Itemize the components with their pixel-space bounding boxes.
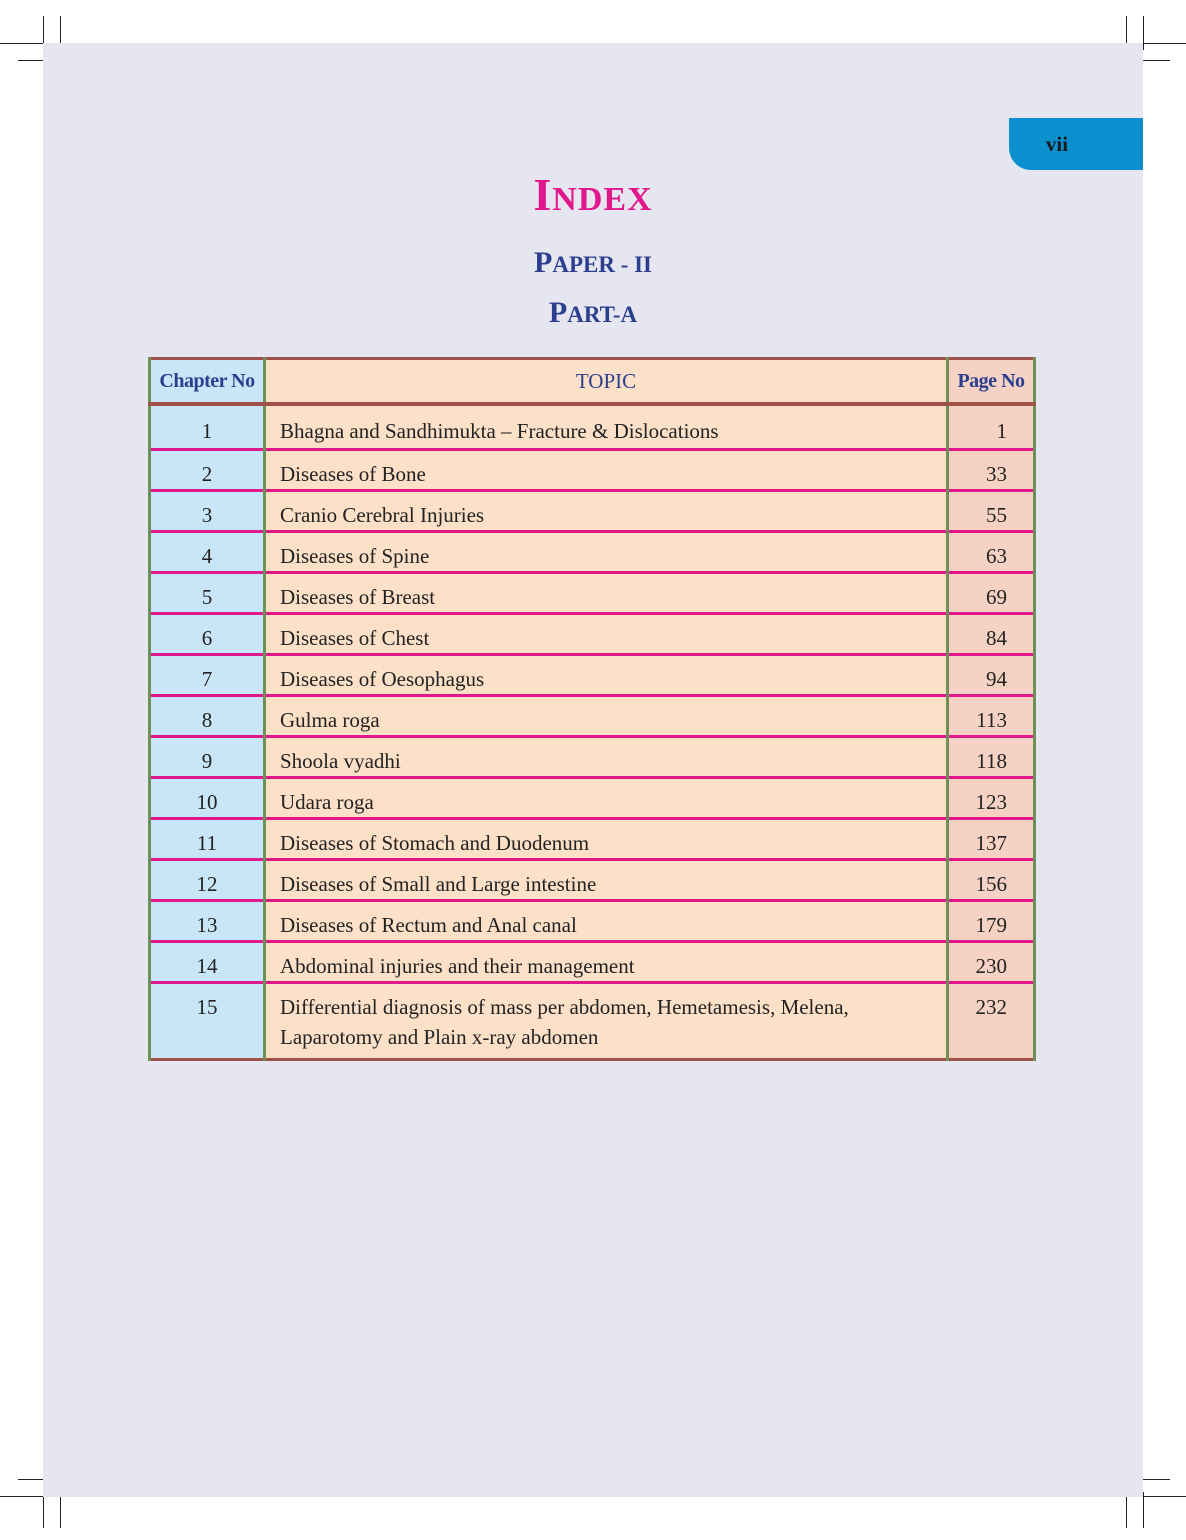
chapter-topic: Diseases of Bone <box>265 449 948 490</box>
header-page-no: Page No <box>948 359 1035 405</box>
crop-mark <box>1143 16 1144 50</box>
table-row <box>150 777 1035 818</box>
chapter-topic: Diseases of Chest <box>265 613 948 654</box>
index-title <box>0 168 1186 221</box>
table-row <box>150 531 1035 572</box>
chapter-number: 4 <box>150 531 265 572</box>
crop-mark <box>60 1492 61 1528</box>
crop-mark <box>1140 1496 1186 1497</box>
index-table <box>148 357 1036 1061</box>
chapter-page: 84 <box>948 613 1035 654</box>
chapter-page: 113 <box>948 695 1035 736</box>
chapter-number: 5 <box>150 572 265 613</box>
crop-mark <box>0 1496 48 1497</box>
chapter-number: 3 <box>150 490 265 531</box>
chapter-number: 14 <box>150 941 265 982</box>
table-row <box>150 654 1035 695</box>
chapter-topic: Diseases of Oesophagus <box>265 654 948 695</box>
chapter-number: 15 <box>150 982 265 1059</box>
chapter-number: 8 <box>150 695 265 736</box>
table-row <box>150 982 1035 1059</box>
chapter-number: 11 <box>150 818 265 859</box>
part-title-initial: P <box>548 296 568 329</box>
chapter-page: 232 <box>948 982 1035 1059</box>
table-row <box>150 404 1035 449</box>
table-row <box>150 490 1035 531</box>
chapter-number: 12 <box>150 859 265 900</box>
chapter-number: 7 <box>150 654 265 695</box>
chapter-page: 33 <box>948 449 1035 490</box>
chapter-number: 9 <box>150 736 265 777</box>
chapter-page: 137 <box>948 818 1035 859</box>
chapter-page: 230 <box>948 941 1035 982</box>
table-header-row <box>150 359 1035 405</box>
index-title-rest: NDEX <box>552 181 653 218</box>
chapter-page: 69 <box>948 572 1035 613</box>
chapter-topic: Bhagna and Sandhimukta – Fracture & Dislocations <box>265 404 948 449</box>
chapter-page: 94 <box>948 654 1035 695</box>
table-row <box>150 736 1035 777</box>
page-number-tab <box>1009 118 1143 170</box>
header-chapter-no: Chapter No <box>150 359 265 405</box>
chapter-page: 179 <box>948 900 1035 941</box>
chapter-number: 10 <box>150 777 265 818</box>
part-title-rest: ART-A <box>567 302 638 327</box>
table-row <box>150 613 1035 654</box>
chapter-topic: Gulma roga <box>265 695 948 736</box>
crop-mark <box>1140 1479 1170 1480</box>
chapter-page: 63 <box>948 531 1035 572</box>
chapter-topic: Diseases of Rectum and Anal canal <box>265 900 948 941</box>
chapter-number: 1 <box>150 404 265 449</box>
paper-title <box>0 246 1186 280</box>
crop-mark <box>1126 1492 1127 1528</box>
chapter-topic: Diseases of Spine <box>265 531 948 572</box>
table-row <box>150 695 1035 736</box>
chapter-topic: Diseases of Stomach and Duodenum <box>265 818 948 859</box>
chapter-page: 156 <box>948 859 1035 900</box>
table-row <box>150 859 1035 900</box>
chapter-page: 118 <box>948 736 1035 777</box>
chapter-number: 2 <box>150 449 265 490</box>
chapter-page: 1 <box>948 404 1035 449</box>
table-row <box>150 818 1035 859</box>
table-row <box>150 449 1035 490</box>
chapter-topic: Cranio Cerebral Injuries <box>265 490 948 531</box>
chapter-number: 13 <box>150 900 265 941</box>
crop-mark <box>1143 1492 1144 1528</box>
index-title-initial: I <box>533 169 553 220</box>
crop-mark <box>0 43 48 44</box>
chapter-page: 55 <box>948 490 1035 531</box>
header-topic: TOPIC <box>265 359 948 405</box>
chapter-page: 123 <box>948 777 1035 818</box>
table-row <box>150 572 1035 613</box>
crop-mark <box>1140 60 1170 61</box>
chapter-number: 6 <box>150 613 265 654</box>
chapter-topic: Diseases of Breast <box>265 572 948 613</box>
part-title <box>0 296 1186 330</box>
table-row <box>150 941 1035 982</box>
page-number: vii <box>1045 132 1069 156</box>
chapter-topic: Abdominal injuries and their management <box>265 941 948 982</box>
crop-mark <box>43 1492 44 1528</box>
paper-title-initial: P <box>534 246 553 279</box>
table-row <box>150 900 1035 941</box>
paper-title-rest: APER - II <box>552 252 652 277</box>
chapter-topic: Shoola vyadhi <box>265 736 948 777</box>
chapter-topic: Diseases of Small and Large intestine <box>265 859 948 900</box>
chapter-topic: Differential diagnosis of mass per abdomen, Hemetamesis, Melena, Laparotomy and Plain x-ray abdomen <box>265 982 948 1059</box>
crop-mark <box>1140 43 1186 44</box>
chapter-topic: Udara roga <box>265 777 948 818</box>
